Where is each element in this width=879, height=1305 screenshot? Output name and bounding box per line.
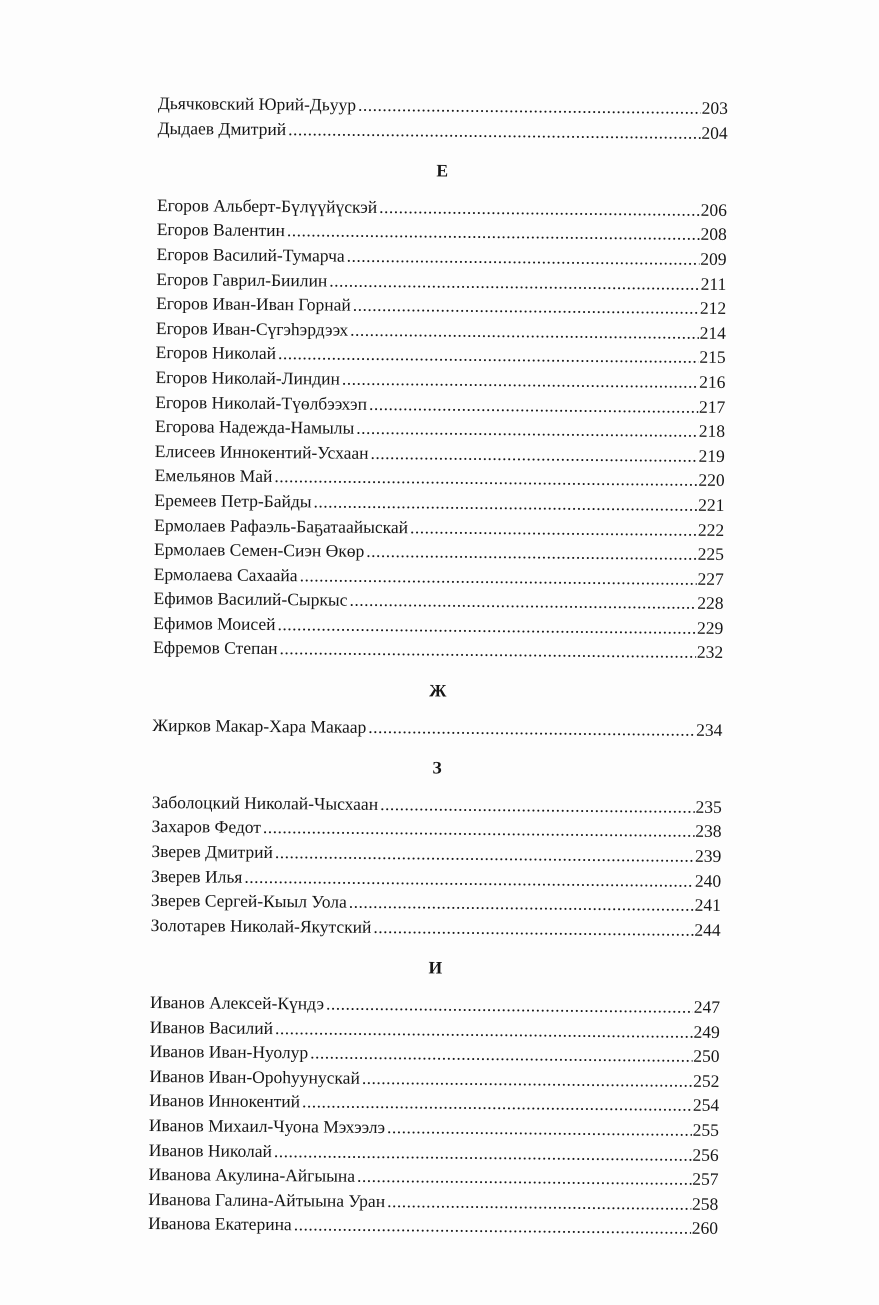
dot-leader	[287, 219, 700, 247]
toc-entry	[152, 713, 722, 743]
entry-name: Елисеев Иннокентий-Усхаан	[154, 440, 369, 463]
entry-name: Иванов Михаил-Чуона Мэхээлэ	[148, 1114, 386, 1137]
dot-leader	[349, 890, 694, 918]
dot-leader	[329, 268, 700, 296]
entry-page: 250	[693, 1045, 720, 1067]
entry-name: Егоров Василий-Тумарча	[156, 243, 345, 266]
table-of-contents	[148, 91, 728, 1241]
entry-name: Ермолаева Сахаайа	[153, 563, 298, 585]
dot-leader	[244, 864, 694, 893]
toc-entry	[148, 1211, 718, 1241]
entry-page: 254	[692, 1095, 720, 1116]
dot-leader	[263, 815, 695, 843]
entry-page: 234	[696, 719, 723, 740]
entry-name: Дыдаев Дмитрий	[157, 117, 287, 139]
dot-leader	[353, 293, 699, 321]
entry-name: Егорова Надежда-Намылы	[154, 416, 355, 438]
entry-page: 249	[693, 1021, 720, 1042]
entry-name: Ермолаев Семен-Сиэн Өкөр	[153, 539, 365, 561]
entry-page: 256	[692, 1144, 719, 1165]
section-heading: Ж	[429, 680, 447, 701]
entry-name: Зверев Сергей-Кыыл Уола	[150, 890, 347, 912]
entry-name: Егоров Гаврил-Биилин	[156, 268, 328, 291]
entry-page: 206	[700, 199, 728, 220]
entry-page: 258	[691, 1193, 719, 1214]
entry-name: Иванов Василий	[149, 1016, 274, 1038]
toc-entry	[158, 116, 728, 146]
entry-name: Зверев Илья	[151, 865, 243, 887]
entry-page: 240	[694, 870, 722, 891]
dot-leader	[277, 612, 696, 640]
entry-page: 217	[698, 396, 726, 417]
entry-name: Ермолаев Рафаэль-Баҕатаайыскай	[154, 514, 409, 537]
dot-leader	[342, 367, 699, 395]
entry-page: 244	[694, 919, 721, 940]
entry-name: Иванов Иннокентий	[149, 1090, 301, 1112]
entry-name: Егоров Иван-Сүгэһэрдээх	[155, 317, 349, 340]
entry-name: Егоров Иван-Иван Горнай	[156, 293, 351, 315]
entry-page: 225	[697, 543, 725, 565]
dot-leader	[278, 341, 699, 369]
entry-name: Жирков Макар-Хара Макаар	[152, 714, 367, 737]
dot-leader	[379, 195, 700, 222]
dot-leader	[274, 464, 697, 492]
entry-name: Егоров Николай-Түөлбээхэп	[155, 391, 368, 414]
dot-leader	[410, 515, 697, 542]
dot-leader	[300, 563, 697, 591]
entry-page: 235	[695, 796, 722, 817]
dot-leader	[380, 792, 695, 819]
entry-name: Ефремов Степан	[153, 637, 278, 659]
entry-page: 209	[700, 248, 727, 269]
entry-name: Егоров Валентин	[156, 219, 286, 241]
entry-page: 215	[699, 347, 726, 368]
entry-name: Зверев Дмитрий	[151, 841, 274, 863]
dot-leader	[294, 1213, 691, 1241]
dot-leader	[274, 1139, 692, 1167]
entry-name: Егоров Николай-Линдин	[155, 366, 340, 389]
dot-leader	[350, 317, 699, 345]
entry-name: Еремеев Петр-Байды	[154, 489, 312, 512]
dot-leader	[356, 416, 698, 444]
entry-name: Иванова Галина-Айтыына Уран	[148, 1188, 386, 1211]
entry-name: Заболоцкий Николай-Чысхаан	[151, 791, 379, 814]
dot-leader	[288, 117, 700, 145]
dot-leader	[387, 1189, 691, 1216]
dot-leader	[366, 539, 697, 566]
dot-leader	[302, 1090, 692, 1118]
entry-name: Дьячковский Юрий-Дьуур	[157, 92, 357, 115]
dot-leader	[357, 1164, 691, 1192]
entry-name: Иванов Иван-Нуолур	[149, 1041, 309, 1063]
section-heading: З	[432, 757, 442, 778]
entry-name: Иванов Алексей-Күндэ	[149, 991, 325, 1014]
entry-page: 214	[699, 322, 726, 343]
entry-page: 220	[698, 470, 725, 491]
entry-name: Иванова Екатерина	[148, 1213, 292, 1235]
entry-name: Захаров Федот	[151, 816, 262, 838]
entry-name: Золотарев Николай-Якутский	[150, 914, 372, 937]
entry-page: 238	[695, 821, 722, 842]
entry-page: 222	[697, 519, 725, 540]
dot-leader	[358, 93, 701, 121]
entry-name: Егоров Николай	[155, 342, 277, 364]
dot-leader	[313, 489, 697, 517]
dot-leader	[369, 391, 698, 418]
dot-leader	[362, 1066, 692, 1093]
entry-page: 211	[700, 273, 727, 294]
entry-page: 227	[697, 568, 724, 589]
entry-name: Ефимов Моисей	[153, 612, 276, 634]
dot-leader	[310, 1041, 692, 1069]
entry-name: Емельянов Май	[154, 465, 273, 487]
entry-name: Иванов Иван-Ороһуунускай	[149, 1065, 360, 1088]
entry-name: Ефимов Василий-Сыркыс	[153, 588, 348, 610]
dot-leader	[368, 715, 695, 742]
entry-page: 218	[698, 420, 726, 442]
dot-leader	[275, 1016, 693, 1044]
dot-leader	[326, 992, 693, 1020]
entry-page: 203	[701, 97, 728, 118]
dot-leader	[347, 244, 700, 272]
toc-entry	[151, 913, 721, 943]
dot-leader	[279, 637, 696, 665]
entry-page: 219	[698, 445, 725, 466]
entry-page: 241	[694, 894, 722, 916]
entry-page: 239	[695, 845, 722, 866]
entry-page: 255	[692, 1119, 720, 1140]
entry-page: 212	[699, 297, 727, 319]
dot-leader	[387, 1115, 692, 1142]
entry-page: 208	[700, 224, 727, 245]
dot-leader	[370, 441, 697, 468]
section-heading: И	[428, 957, 443, 978]
entry-page: 216	[699, 371, 726, 392]
entry-page: 252	[693, 1070, 720, 1091]
section-heading: Е	[436, 160, 449, 181]
entry-page: 229	[697, 617, 724, 638]
entry-name: Иванова Акулина-Айгыына	[148, 1164, 356, 1186]
toc-entry	[153, 635, 723, 665]
entry-page: 204	[701, 122, 728, 143]
entry-name: Егоров Альберт-Бүлүүйүскэй	[156, 194, 378, 217]
dot-leader	[373, 915, 693, 942]
entry-page: 221	[698, 494, 725, 515]
entry-page: 247	[693, 996, 721, 1017]
entry-page: 257	[692, 1168, 719, 1190]
entry-page: 228	[697, 593, 724, 614]
dot-leader	[349, 588, 696, 616]
dot-leader	[275, 840, 694, 868]
entry-name: Иванов Николай	[148, 1139, 273, 1161]
entry-page: 232	[696, 642, 724, 663]
entry-page: 260	[691, 1218, 719, 1239]
